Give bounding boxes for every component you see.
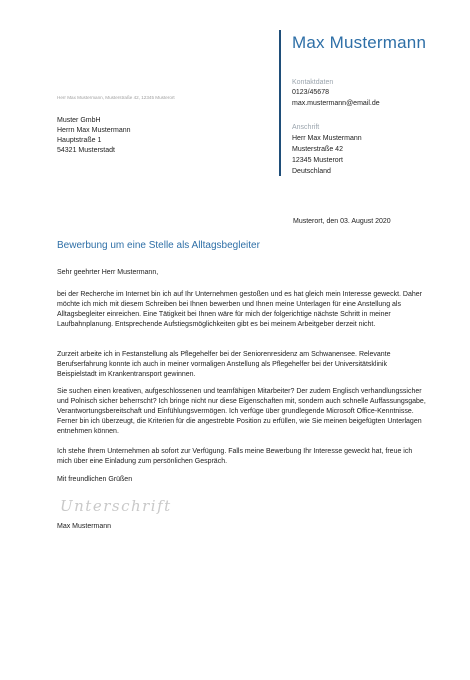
salutation: Sehr geehrter Herr Mustermann, [57, 269, 159, 276]
recipient-street: Hauptstraße 1 [57, 137, 102, 144]
closing-line: Mit freundlichen Grüßen [57, 476, 133, 483]
contact-email: max.mustermann@email.de [292, 100, 380, 107]
body-paragraph: Sie suchen einen kreativen, aufgeschlossenen und teamfähigen Mitarbeiter? Der zudem Englisch verhandlungssicher und Polnisch sicher beherrscht? Ich bringe nicht nur diese Eigenschaften mit, sondern auch schnelle Auffassungsgabe, Verantwortungsbereitschaft und Einfühlungsvermögen. Ich verfüge über grundlegende Microsoft Office-Kenntnisse. Ferner bin ich überzeugt, die Kriterien für die angestrebte Position zu erfüllen, wie Sie meinen beigefügten Unterlagen entnehmen können. [57, 388, 426, 435]
date-line: Musterort, den 03. August 2020 [293, 218, 391, 225]
address-city: 12345 Musterort [292, 157, 343, 164]
body-paragraph: Zurzeit arbeite ich in Festanstellung als Pflegehelfer bei der Seniorenresidenz am Schwanensee. Relevante Berufserfahrung konnte ich auch in meiner vormaligen Anstellung als Pflegehelfer bei der Universitätsklinik Beispielstadt im Krankentransport gewinnen. [57, 351, 391, 378]
recipient-company: Muster GmbH [57, 117, 101, 124]
contact-section-label: Kontaktdaten [292, 79, 334, 86]
sender-return-line: Herr Max Mustermann, Musterstraße 42, 12345 Musterort [57, 95, 175, 100]
applicant-name: Max Mustermann [292, 33, 427, 52]
signature-placeholder: Unterschrift [60, 497, 172, 515]
header-accent-bar [279, 30, 281, 176]
recipient-city: 54321 Musterstadt [57, 147, 115, 154]
contact-phone: 0123/45678 [292, 89, 329, 96]
address-country: Deutschland [292, 168, 331, 175]
address-name: Herr Max Mustermann [292, 135, 362, 142]
recipient-person: Herrn Max Mustermann [57, 127, 131, 134]
signer-name: Max Mustermann [57, 523, 112, 530]
body-paragraph: bei der Recherche im Internet bin ich auf Ihr Unternehmen gestoßen und es hat gleich mein Interesse geweckt. Daher möchte ich mich mit diesem Schreiben bei Ihnen bewerben und Ihnen meine Unterlagen für eine Anstellung als Alltagsbegleiter einreichen. Eine Tätigkeit bei Ihnen wäre für mich der folgerichtige nächste Schritt in meiner Laufbahnplanung. Entsprechende Aufstiegsmöglichkeiten gibt es bei meinem Arbeitgeber derzeit nicht. [57, 291, 422, 328]
address-street: Musterstraße 42 [292, 146, 343, 153]
letter-subject: Bewerbung um eine Stelle als Alltagsbegleiter [57, 240, 260, 251]
address-section-label: Anschrift [292, 124, 320, 131]
body-paragraph: Ich stehe Ihrem Unternehmen ab sofort zur Verfügung. Falls meine Bewerbung Ihr Interesse geweckt hat, freue ich mich über eine Einladung zum persönlichen Gespräch. [57, 448, 413, 465]
